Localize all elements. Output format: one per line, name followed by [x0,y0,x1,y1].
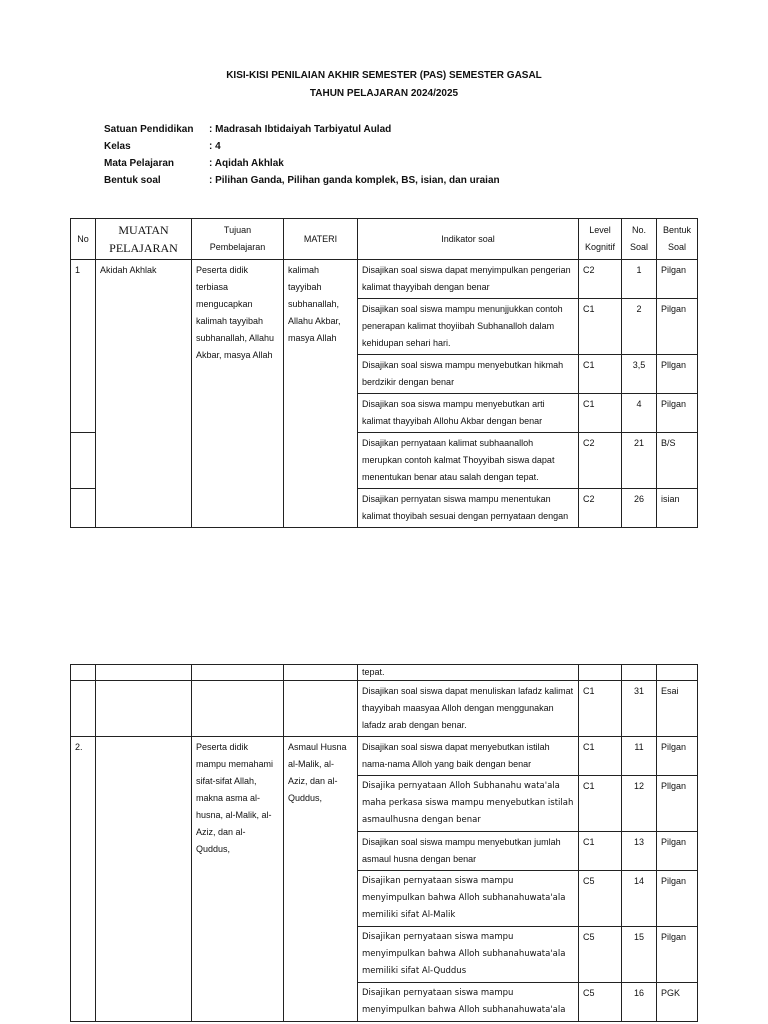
table-row [71,260,698,299]
cell-materi: Asmaul Husna al-Malik, al-Aziz, dan al-Quddus, [284,737,358,1022]
cell-bentuk: PGK [657,983,698,1022]
cell-level: C1 [579,394,622,433]
cell-level: C1 [579,737,622,776]
info-row [104,172,500,189]
cell-indikator: Disajikan soal siswa dapat menyebutkan istilah nama-nama Alloh yang baik dengan benar [358,737,579,776]
cell-bentuk: Pilgan [657,871,698,927]
cell-nosoal: 3,5 [622,355,657,394]
cell-empty [71,665,96,681]
table-row [71,737,698,776]
table-row [71,681,698,737]
cell-no: 2. [71,737,96,1022]
cell-nosoal: 13 [622,832,657,871]
cell-indikator: Disajikan pernyatan siswa mampu menentukan kalimat thoyibah sesuai dengan pernyataan dengan [358,489,579,528]
cell-empty [657,665,698,681]
info-label: Satuan Pendidikan [104,124,194,135]
header-bentuk: Bentuk Soal [657,219,698,260]
cell-indikator: Disajikan pernyataan siswa mampu menyimpulkan bahwa Alloh subhanahuwata'ala memiliki sifat Al-Quddus [358,927,579,983]
info-label: Bentuk soal [104,175,161,186]
cell-bentuk: Esai [657,681,698,737]
cell-nosoal: 1 [622,260,657,299]
cell-bentuk: Pilgan [657,832,698,871]
info-value: : Madrasah Ibtidaiyah Tarbiyatul Aulad [209,124,392,135]
cell-indikator: Disajikan pernyataan siswa mampu menyimpulkan bahwa Alloh subhanahuwata'ala memiliki sifat Al-Malik [358,871,579,927]
cell-empty [192,681,284,737]
cell-level: C1 [579,355,622,394]
cell-materi: kalimah tayyibah subhanallah, Allahu Akbar, masya Allah [284,260,358,528]
cell-nosoal: 15 [622,927,657,983]
cell-nosoal: 4 [622,394,657,433]
cell-bentuk: Pilgan [657,394,698,433]
header-muatan: MUATAN PELAJARAN [96,219,192,260]
cell-bentuk: isian [657,489,698,528]
cell-indikator: Disajikan soal siswa mampu menyebutkan jumlah asmaul husna dengan benar [358,832,579,871]
cell-indikator: Disajikan soal siswa mampu menunjjukkan contoh penerapan kalimat thoyiibah Subhanalloh dalam kehidupan sehari hari. [358,299,579,355]
info-label: Mata Pelajaran [104,158,175,169]
kisi-kisi-table-page1 [70,218,698,528]
info-row [104,121,500,138]
header-tujuan: Tujuan Pembelajaran [192,219,284,260]
cell-empty [192,665,284,681]
cell-nosoal: 11 [622,737,657,776]
cell-indikator: Disajikan soal siswa dapat menyimpulkan pengerian kalimat thayyibah dengan benar [358,260,579,299]
cell-nosoal: 21 [622,433,657,489]
cell-nosoal: 16 [622,983,657,1022]
cell-level: C1 [579,832,622,871]
cell-bentuk: Pllgan [657,776,698,832]
cell-indikator: Disajikan soal siswa mampu menyebutkan hikmah berdzikir dengan benar [358,355,579,394]
table-header-row [71,219,698,260]
cell-no: 1 [71,260,96,433]
info-row [104,138,500,155]
document-info [104,121,500,189]
cell-bentuk: Pilgan [657,260,698,299]
info-value: : Aqidah Akhlak [209,158,284,169]
header-level: Level Kognitif [579,219,622,260]
cell-tujuan: Peserta didik terbiasa mengucapkan kalimah tayyibah subhanallah, Allahu Akbar, masya Allah [192,260,284,528]
cell-nosoal: 2 [622,299,657,355]
cell-empty [96,681,192,737]
header-nosoal: No. Soal [622,219,657,260]
cell-indikator: Disajikan pernyataan siswa mampu menyimpulkan bahwa Alloh subhanahuwata'ala [358,983,579,1022]
info-value: : Pilihan Ganda, Pilihan ganda komplek, BS, isian, dan uraian [209,175,500,186]
cell-indikator: Disajikan pernyataan kalimat subhaanalloh merupkan contoh kalmat Thoyyibah siswa dapat menentukan benar atau salah dengan tepat. [358,433,579,489]
header-indikator: Indikator soal [358,219,579,260]
cell-muatan: Akidah Akhlak [96,260,192,528]
cell-level: C5 [579,927,622,983]
cell-nosoal: 14 [622,871,657,927]
table-row-continued [71,665,698,681]
cell-bentuk: Pilgan [657,299,698,355]
cell-bentuk: Pilgan [657,737,698,776]
cell-level: C2 [579,489,622,528]
cell-level: C1 [579,776,622,832]
cell-indikator: Disajikan soal siswa dapat menuliskan lafadz kalimat thayyibah maasyaa Alloh dengan menggunakan lafadz arab dengan benar. [358,681,579,737]
cell-empty [622,665,657,681]
cell-level: C1 [579,681,622,737]
cell-empty [96,665,192,681]
cell-no-empty [71,433,96,489]
cell-bentuk: Pilgan [657,927,698,983]
cell-tujuan: Peserta didik mampu memahami sifat-sifat Allah, makna asma al-husna, al-Malik, al-Aziz, dan al-Quddus, [192,737,284,1022]
cell-indikator: tepat. [358,665,579,681]
cell-nosoal: 26 [622,489,657,528]
cell-level: C2 [579,433,622,489]
kisi-kisi-table-page2 [70,664,698,1022]
cell-indikator: Disajika pernyataan Alloh Subhanahu wata'ala maha perkasa siswa mampu menyebutkan istilah asmaulhusna dengan benar [358,776,579,832]
info-value: : 4 [209,141,221,152]
cell-nosoal: 31 [622,681,657,737]
cell-empty [579,665,622,681]
header-no: No [71,219,96,260]
cell-nosoal: 12 [622,776,657,832]
cell-empty [71,681,96,737]
cell-level: C2 [579,260,622,299]
cell-level: C5 [579,871,622,927]
cell-empty [284,681,358,737]
info-label: Kelas [104,141,131,152]
cell-level: C1 [579,299,622,355]
document-title: KISI-KISI PENILAIAN AKHIR SEMESTER (PAS) SEMESTER GASAL [226,70,542,81]
cell-indikator: Disajikan soa siswa mampu menyebutkan arti kalimat thayyibah Allohu Akbar dengan benar [358,394,579,433]
cell-level: C5 [579,983,622,1022]
cell-no-empty [71,489,96,528]
document-subtitle: TAHUN PELAJARAN 2024/2025 [309,88,459,99]
info-row [104,155,500,172]
cell-bentuk: B/S [657,433,698,489]
header-materi: MATERI [284,219,358,260]
cell-empty [284,665,358,681]
cell-bentuk: Pllgan [657,355,698,394]
cell-muatan-empty [96,737,192,1022]
